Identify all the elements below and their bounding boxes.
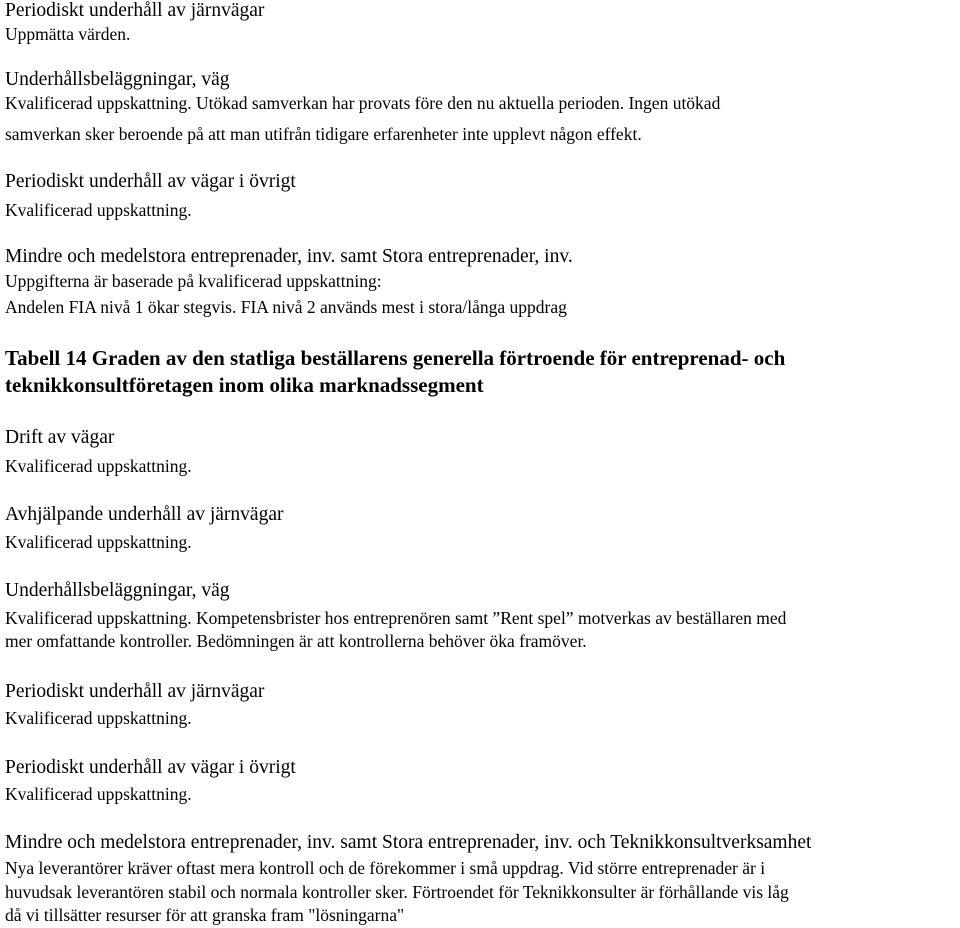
section-heading: Mindre och medelstora entreprenader, inv. samt Stora entreprenader, inv. [5, 246, 573, 267]
body-text: Kvalificerad uppskattning. Kompetensbrister hos entreprenören samt ”Rent spel” motverkas av beställaren med [5, 608, 787, 628]
section-heading: Mindre och medelstora entreprenader, inv. samt Stora entreprenader, inv. och Teknikkonsultverksamhet [5, 832, 812, 853]
section-heading: Underhållsbeläggningar, väg [5, 69, 230, 90]
body-text: Nya leverantörer kräver oftast mera kontroll och de förekommer i små uppdrag. Vid större entreprenader är i [5, 858, 766, 878]
table-title: Tabell 14 Graden av den statliga beställarens generella förtroende för entreprenad- och [5, 346, 786, 370]
section-heading: Periodiskt underhåll av vägar i övrigt [5, 757, 296, 778]
body-text: mer omfattande kontroller. Bedömningen är att kontrollerna behöver öka framöver. [5, 631, 587, 651]
body-text: Kvalificerad uppskattning. [5, 456, 192, 476]
body-text: då vi tillsätter resurser för att granska fram "lösningarna" [5, 905, 405, 925]
body-text: huvudsak leverantören stabil och normala kontroller sker. Förtroendet för Teknikkonsulter är förhållande vis låg [5, 882, 789, 902]
body-text: Uppmätta värden. [5, 24, 131, 44]
body-text: Andelen FIA nivå 1 ökar stegvis. FIA nivå 2 används mest i stora/långa uppdrag [5, 297, 567, 317]
body-text: Uppgifterna är baserade på kvalificerad uppskattning: [5, 271, 382, 291]
section-heading: Periodiskt underhåll av järnvägar [5, 0, 265, 21]
body-text: Kvalificerad uppskattning. [5, 532, 192, 552]
table-title: teknikkonsultföretagen inom olika marknadssegment [5, 373, 484, 397]
section-heading: Periodiskt underhåll av järnvägar [5, 681, 265, 702]
section-heading: Periodiskt underhåll av vägar i övrigt [5, 171, 296, 192]
section-heading: Drift av vägar [5, 427, 115, 448]
body-text: Kvalificerad uppskattning. [5, 784, 192, 804]
section-heading: Underhållsbeläggningar, väg [5, 580, 230, 601]
body-text: Kvalificerad uppskattning. [5, 708, 192, 728]
body-text: Kvalificerad uppskattning. Utökad samverkan har provats före den nu aktuella perioden. Ingen utökad [5, 93, 721, 113]
section-heading: Avhjälpande underhåll av järnvägar [5, 504, 284, 525]
body-text: Kvalificerad uppskattning. [5, 200, 192, 220]
body-text: samverkan sker beroende på att man utifrån tidigare erfarenheter inte upplevt någon effekt. [5, 124, 642, 144]
